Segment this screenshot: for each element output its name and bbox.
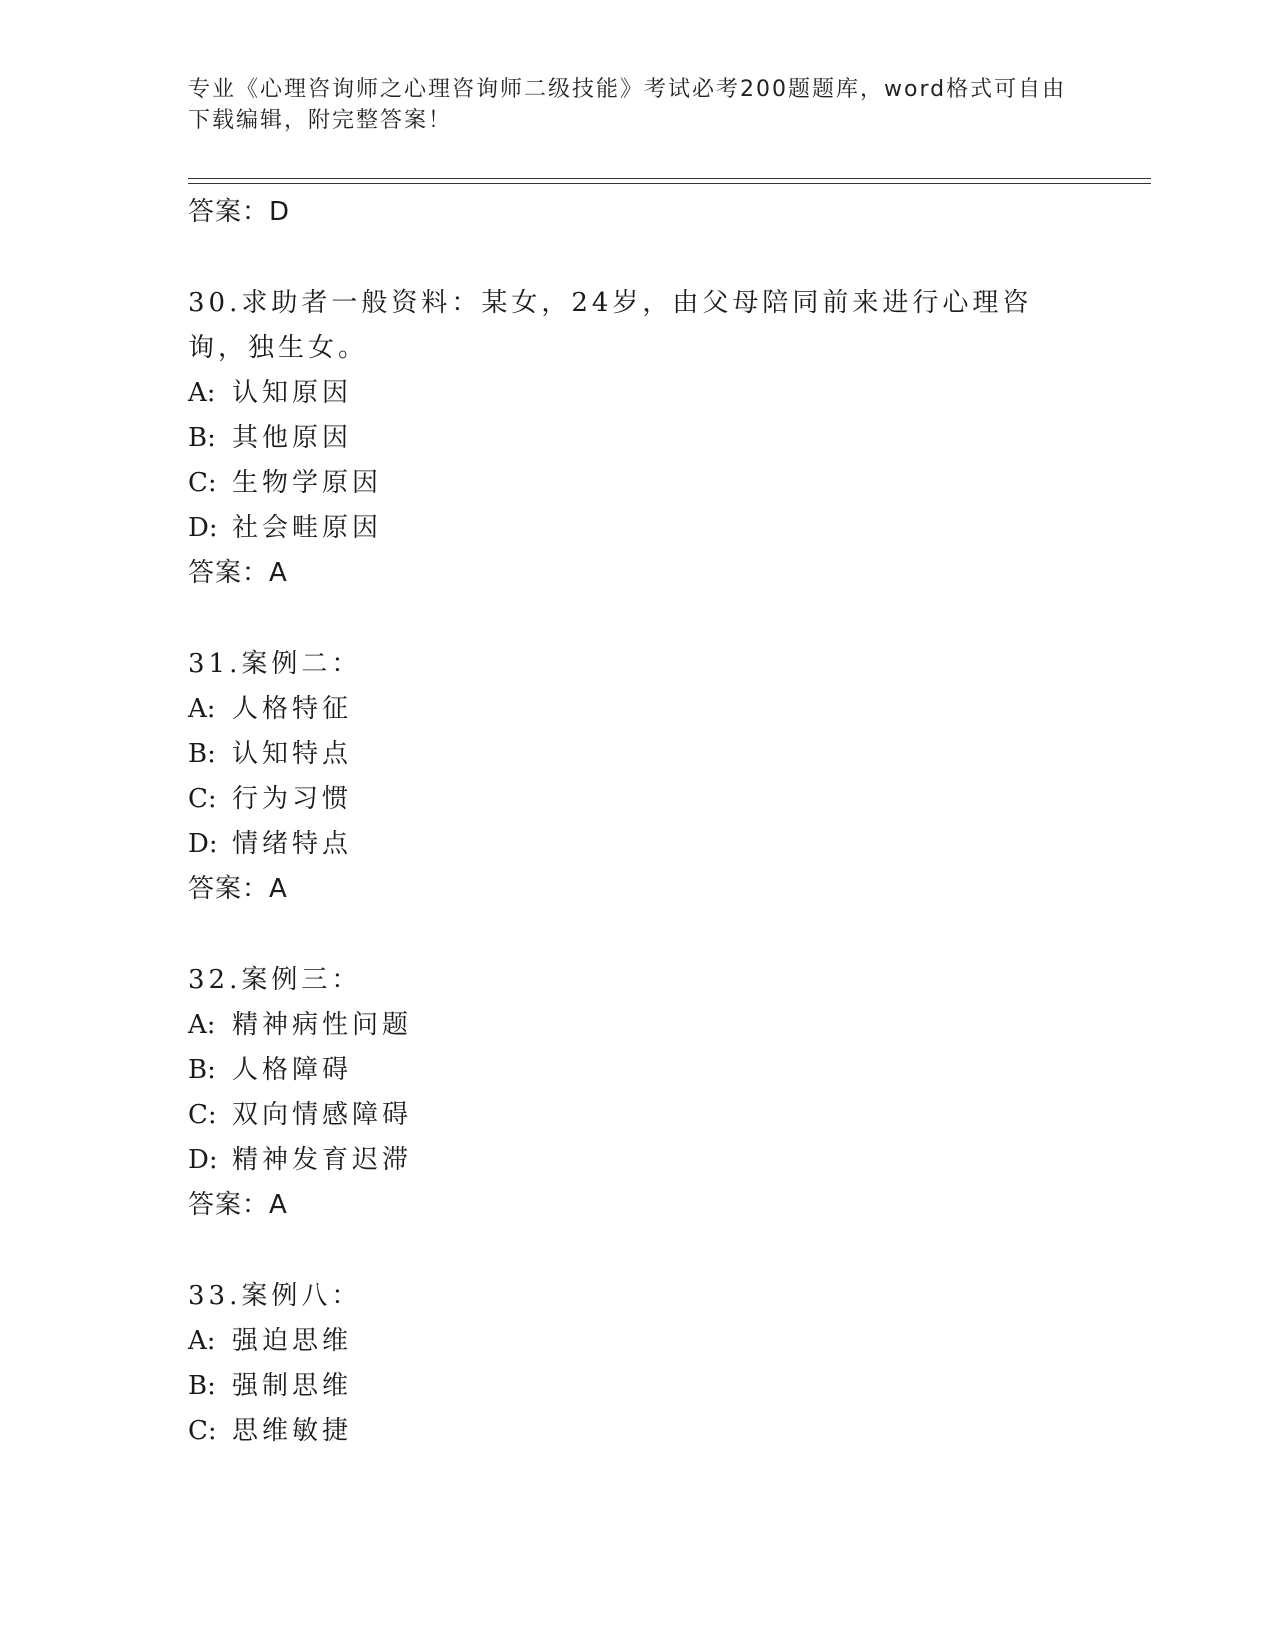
option-letter: B:	[188, 1371, 216, 1401]
option-a	[188, 1003, 1088, 1048]
option-text: 行为习惯	[232, 784, 353, 814]
option-c	[188, 1409, 1088, 1454]
option-letter: C:	[188, 1100, 217, 1130]
question-title: 32.案例三：	[188, 965, 362, 995]
option-a	[188, 371, 1088, 416]
answer-line: 答案：A	[188, 874, 288, 904]
option-text: 强迫思维	[232, 1326, 353, 1356]
option-a	[188, 1319, 1088, 1364]
document-header: 专业《心理咨询师之心理咨询师二级技能》考试必考200题题库，word格式可自由下载编辑，附完整答案！	[188, 77, 1067, 133]
answer-line: 答案：A	[188, 1190, 288, 1220]
option-letter: A:	[188, 1010, 216, 1040]
option-letter: D:	[188, 829, 218, 859]
option-letter: A:	[188, 378, 216, 408]
option-text: 情绪特点	[232, 829, 353, 859]
question-30	[188, 281, 1088, 596]
option-c	[188, 777, 1088, 822]
option-letter: D:	[188, 513, 218, 543]
question-title: 33.案例八：	[188, 1281, 362, 1311]
option-b	[188, 1364, 1088, 1409]
option-letter: A:	[188, 1326, 216, 1356]
option-text: 生物学原因	[232, 468, 383, 498]
question-31	[188, 642, 1088, 912]
question-33	[188, 1274, 1088, 1454]
option-b	[188, 416, 1088, 461]
question-list	[188, 190, 1088, 1454]
option-text: 其他原因	[232, 423, 353, 453]
option-d	[188, 1138, 1088, 1183]
option-letter: C:	[188, 1416, 217, 1446]
option-text: 认知特点	[232, 739, 353, 769]
option-text: 认知原因	[232, 378, 353, 408]
option-letter: C:	[188, 784, 217, 814]
option-text: 精神发育迟滞	[232, 1145, 413, 1175]
option-b	[188, 1048, 1088, 1093]
option-c	[188, 1093, 1088, 1138]
option-text: 人格特征	[232, 694, 353, 724]
option-letter: C:	[188, 468, 217, 498]
question-32	[188, 958, 1088, 1228]
question-title: 30.求助者一般资料：某女，24岁，由父母陪同前来进行心理咨询，独生女。	[188, 288, 1033, 363]
option-text: 人格障碍	[232, 1055, 353, 1085]
answer-line: 答案：A	[188, 558, 288, 588]
option-letter: A:	[188, 694, 216, 724]
answer-line: 答案：D	[188, 197, 291, 227]
option-d	[188, 822, 1088, 867]
option-text: 思维敏捷	[232, 1416, 353, 1446]
option-letter: B:	[188, 739, 216, 769]
question-title: 31.案例二：	[188, 649, 362, 679]
option-d	[188, 506, 1088, 551]
option-text: 双向情感障碍	[232, 1100, 413, 1130]
option-letter: B:	[188, 423, 216, 453]
header-rule-bottom	[188, 183, 1151, 184]
option-c	[188, 461, 1088, 506]
option-letter: B:	[188, 1055, 216, 1085]
option-text: 社会畦原因	[232, 513, 383, 543]
option-text: 强制思维	[232, 1371, 353, 1401]
option-letter: D:	[188, 1145, 218, 1175]
option-b	[188, 732, 1088, 777]
option-a	[188, 687, 1088, 732]
option-text: 精神病性问题	[232, 1010, 413, 1040]
header-rule-top	[188, 178, 1151, 179]
